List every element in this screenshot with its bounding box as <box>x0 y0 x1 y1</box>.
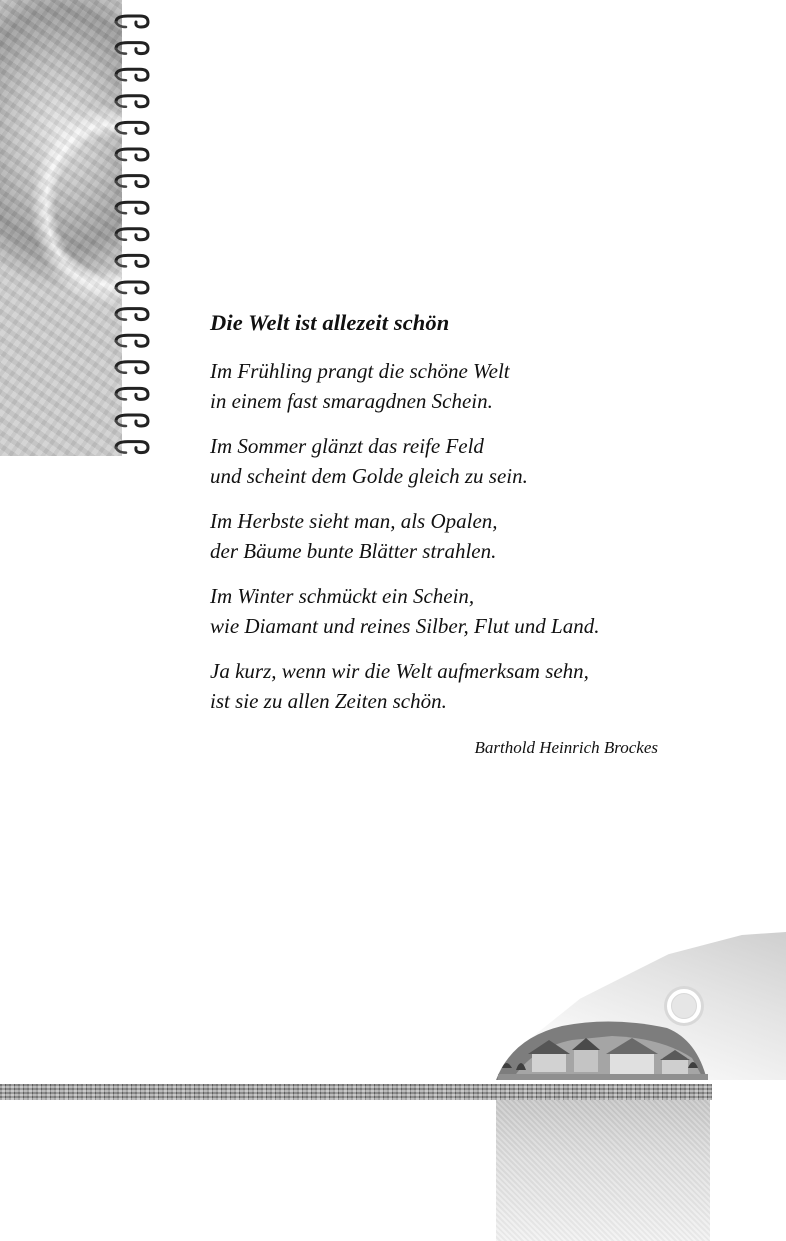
spiral-coil-icon <box>116 282 148 293</box>
poem-line: Im Winter schmückt ein Schein, <box>210 584 475 608</box>
poem-line: Ja kurz, wenn wir die Welt aufmerksam sehn, <box>210 659 589 683</box>
poem-line: Im Herbste sieht man, als Opalen, <box>210 509 498 533</box>
poem-title: Die Welt ist allezeit schön <box>210 310 450 335</box>
stanza <box>210 656 680 716</box>
poem-line: ist sie zu allen Zeiten schön. <box>210 689 447 713</box>
spiral-coil-icon <box>116 96 148 107</box>
spiral-binding-icon <box>112 12 152 456</box>
spiral-coil-icon <box>116 309 148 320</box>
spiral-coil-icon <box>116 442 148 453</box>
spiral-coil-icon <box>116 122 148 133</box>
spiral-coil-icon <box>116 229 148 240</box>
textured-divider-strip <box>0 1084 712 1100</box>
spiral-coil-icon <box>116 335 148 346</box>
stanza <box>210 581 680 641</box>
spiral-coil-icon <box>116 255 148 266</box>
poem-author: Barthold Heinrich Brockes <box>474 738 658 757</box>
spiral-coil-icon <box>116 16 148 27</box>
grey-gradient-box <box>496 1100 710 1241</box>
spiral-coil-icon <box>116 176 148 187</box>
spiral-coil-icon <box>116 388 148 399</box>
poem-line: Im Frühling prangt die schöne Welt <box>210 359 510 383</box>
stanza <box>210 431 680 491</box>
spiral-coil-icon <box>116 43 148 54</box>
poem-line: der Bäume bunte Blätter strahlen. <box>210 539 497 563</box>
textured-photo-panel <box>0 0 122 456</box>
poem-line: Im Sommer glänzt das reife Feld <box>210 434 484 458</box>
village-landscape-image <box>492 1018 712 1080</box>
spiral-coil-icon <box>116 149 148 160</box>
stanza <box>210 506 680 566</box>
spiral-coil-icon <box>116 69 148 80</box>
spiral-coil-icon <box>116 202 148 213</box>
poem-line: und scheint dem Golde gleich zu sein. <box>210 464 528 488</box>
spiral-coil-icon <box>116 415 148 426</box>
poem-line: in einem fast smaragdnen Schein. <box>210 389 493 413</box>
poem-line: wie Diamant und reines Silber, Flut und Land. <box>210 614 600 638</box>
poem <box>210 308 680 731</box>
spiral-coil-icon <box>116 362 148 373</box>
stanza <box>210 356 680 416</box>
